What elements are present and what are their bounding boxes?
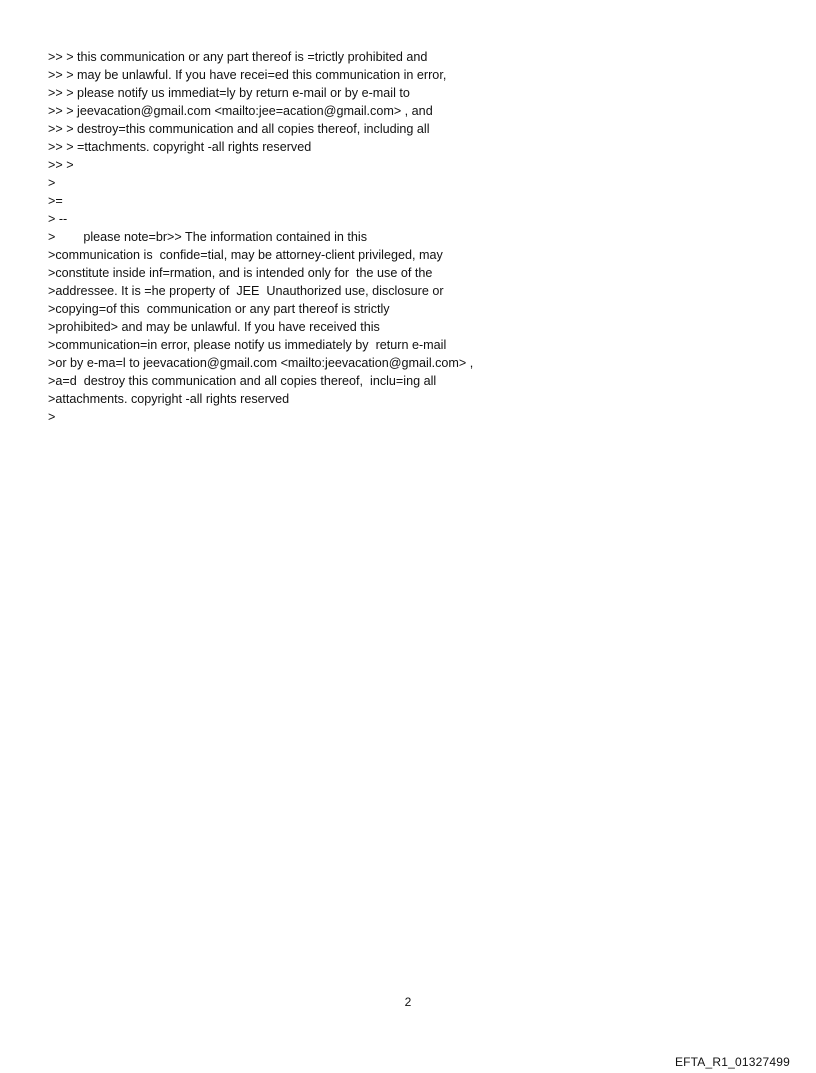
body-line: >attachments. copyright -all rights reserved [48, 392, 290, 406]
body-line: >copying=of this communication or any part thereof is strictly [48, 302, 390, 316]
body-line: > please note=br>> The information contained in this [48, 230, 368, 244]
body-line: >> > jeevacation@gmail.com <mailto:jee=acation@gmail.com> , and [48, 104, 433, 118]
body-line: > [48, 176, 56, 190]
body-line: >> > may be unlawful. If you have recei=ed this communication in error, [48, 68, 447, 82]
body-line: >> > =ttachments. copyright -all rights reserved [48, 140, 312, 154]
body-line: >> > destroy=this communication and all copies thereof, including all [48, 122, 430, 136]
body-line: >a=d destroy this communication and all copies thereof, inclu=ing all [48, 374, 437, 388]
body-line: >> > please notify us immediat=ly by return e-mail or by e-mail to [48, 86, 410, 100]
body-line: >prohibited> and may be unlawful. If you have received this [48, 320, 380, 334]
page-number: 2 [404, 995, 412, 1009]
body-line: >constitute inside inf=rmation, and is intended only for the use of the [48, 266, 433, 280]
email-body [48, 48, 788, 426]
body-line: >> > [48, 158, 74, 172]
body-line: >communication=in error, please notify us immediately by return e-mail [48, 338, 447, 352]
body-line: > -- [48, 212, 68, 226]
bates-number: EFTA_R1_01327499 [674, 1055, 790, 1069]
body-line: >= [48, 194, 63, 208]
body-line: > [48, 410, 56, 424]
body-line: >communication is confide=tial, may be attorney-client privileged, may [48, 248, 443, 262]
body-line: >> > this communication or any part thereof is =trictly prohibited and [48, 50, 428, 64]
body-line: >addressee. It is =he property of JEE Unauthorized use, disclosure or [48, 284, 444, 298]
body-line: >or by e-ma=l to jeevacation@gmail.com <mailto:jeevacation@gmail.com> , [48, 356, 474, 370]
